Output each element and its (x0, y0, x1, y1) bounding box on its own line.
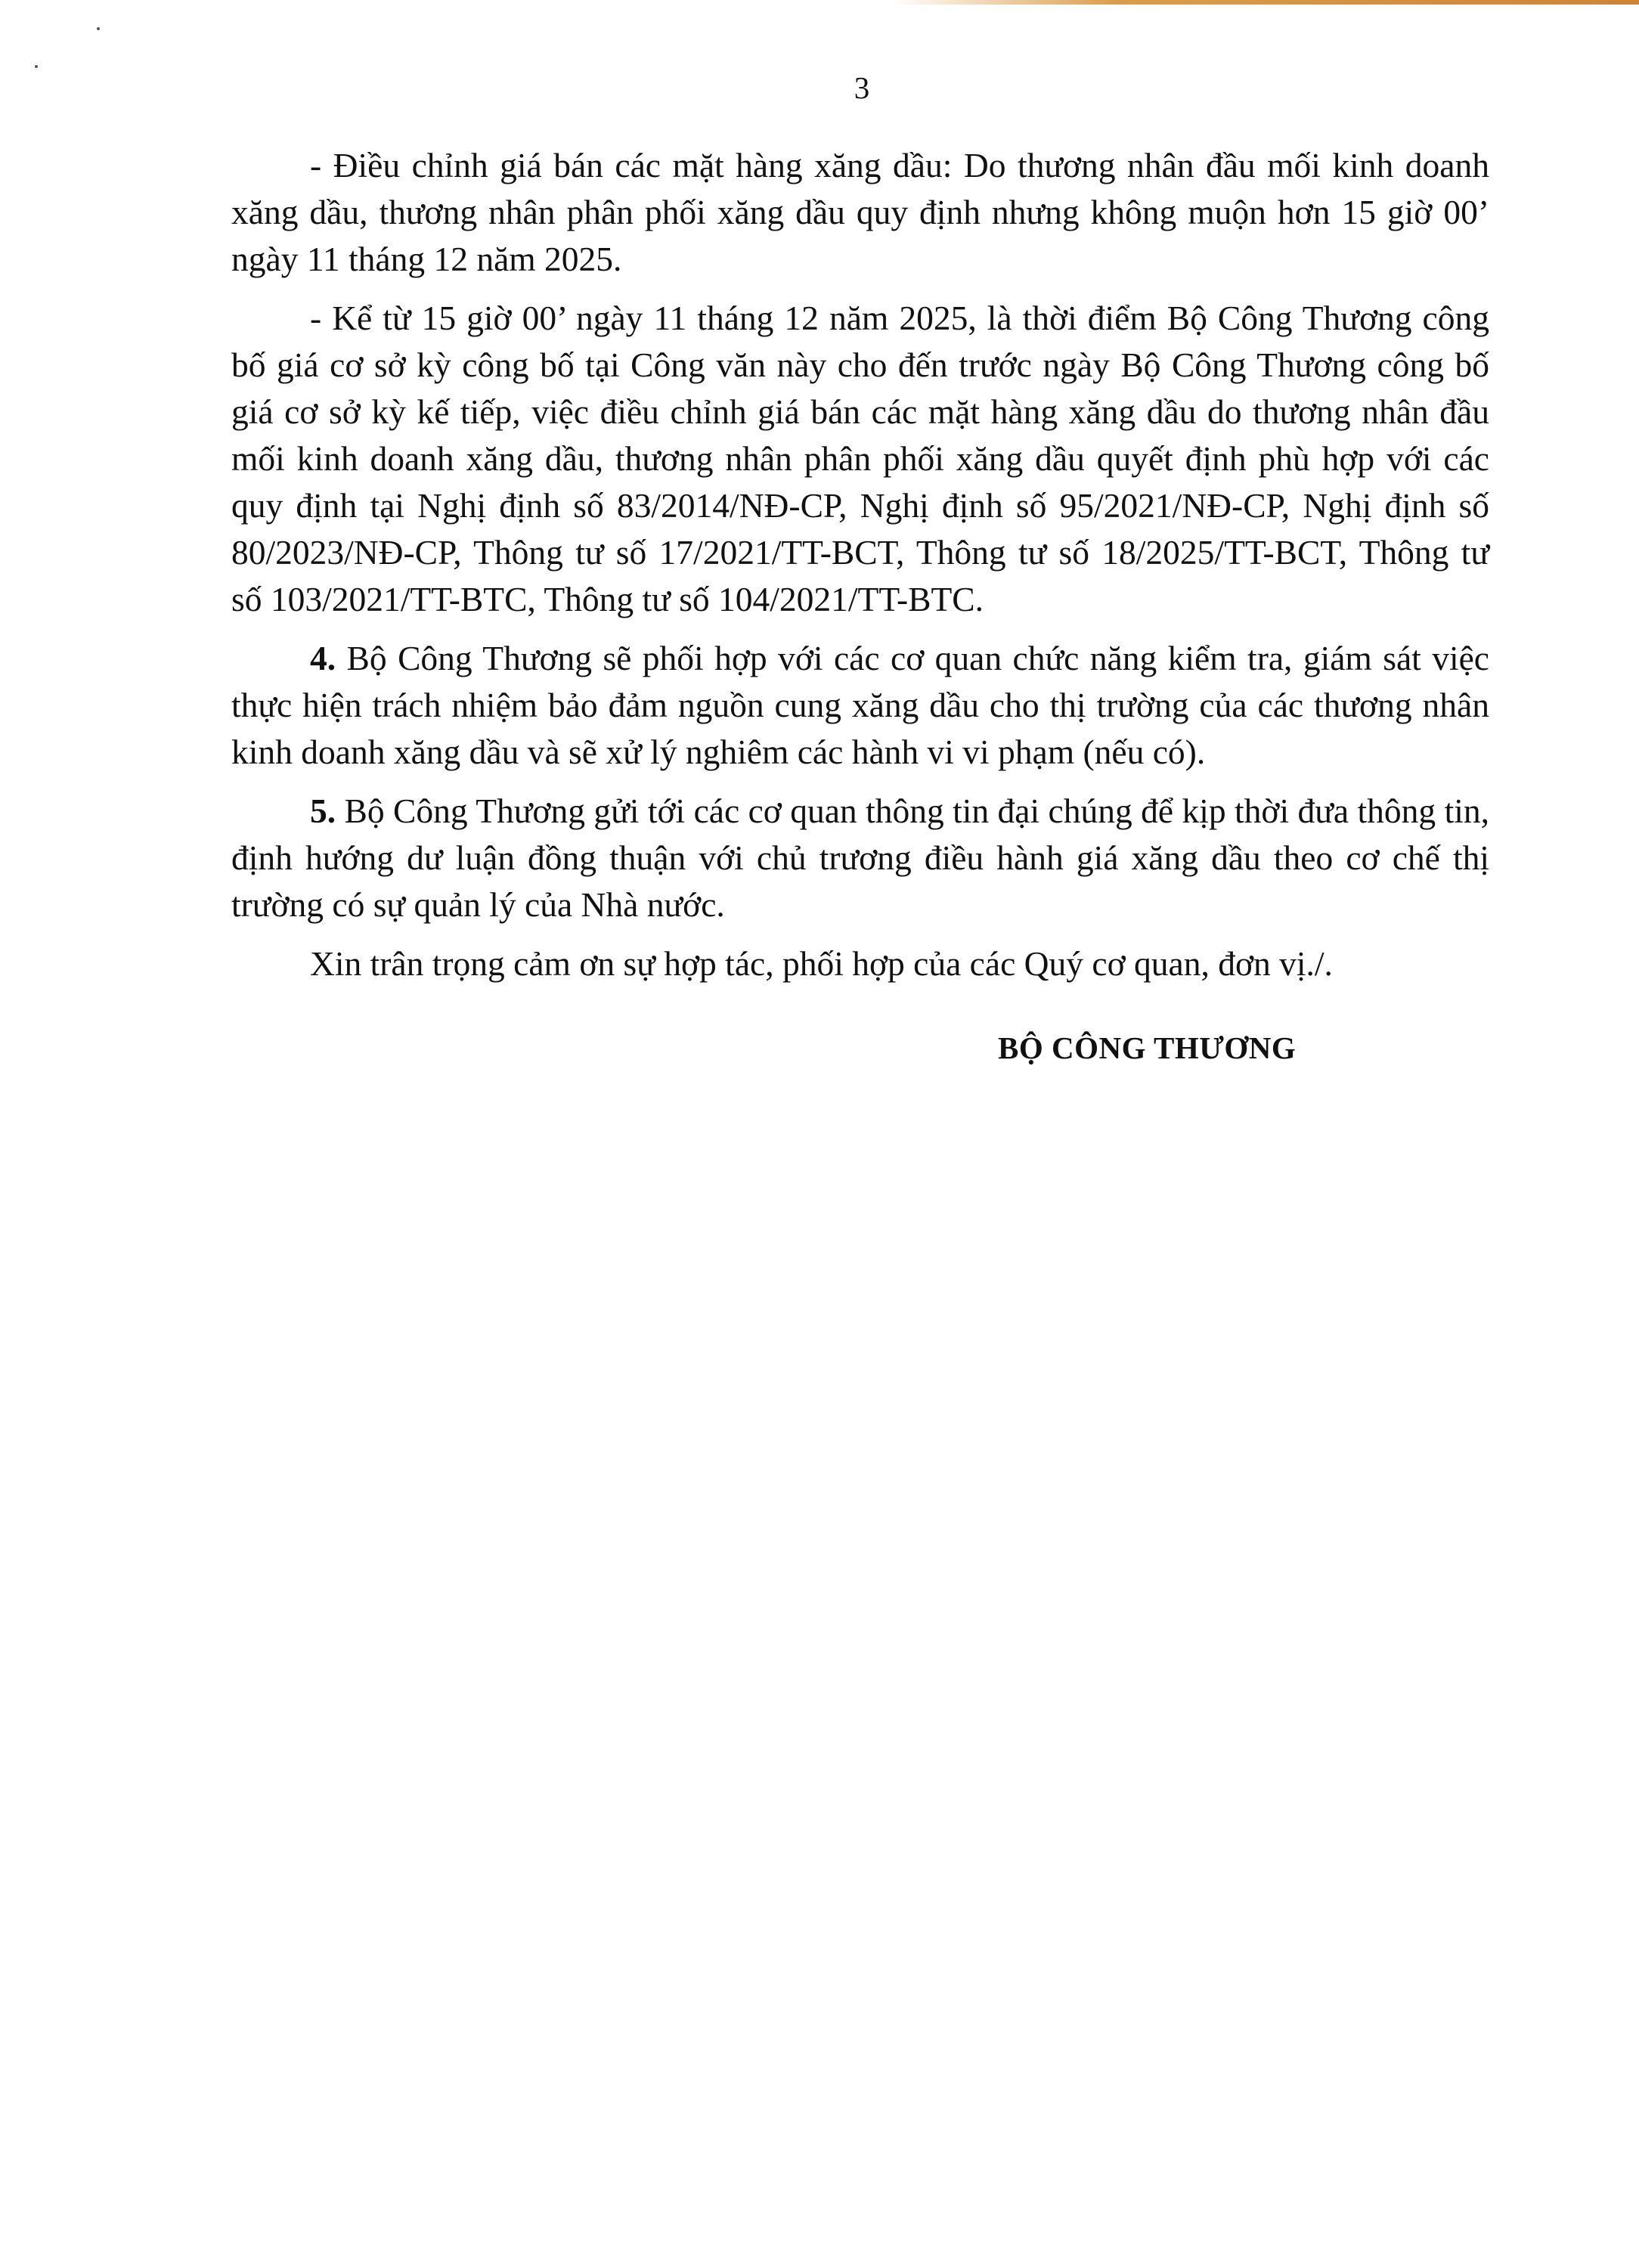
paragraph-price-period (231, 295, 1489, 623)
scan-speck (97, 27, 100, 30)
scan-speck (35, 65, 38, 68)
paragraph-text: Bộ Công Thương sẽ phối hợp với các cơ quan chức năng kiểm tra, giám sát việc thực hiện trách nhiệm bảo đảm nguồn cung xăng dầu cho thị trường của các thương nhân kinh doanh xăng dầu và sẽ xử lý nghiêm các hành vi vi phạm (nếu có). (231, 639, 1489, 771)
item-number: 5. (310, 792, 336, 830)
signature-block: BỘ CÔNG THƯƠNG (998, 1030, 1297, 1065)
paragraph-text: - Kể từ 15 giờ 00’ ngày 11 tháng 12 năm 2025, là thời điểm Bộ Công Thương công bố giá cơ sở kỳ công bố tại Công văn này cho đến trước ngày Bộ Công Thương công bố giá cơ sở kỳ kế tiếp, việc điều chỉnh giá bán các mặt hàng xăng dầu do thương nhân đầu mối kinh doanh xăng dầu, thương nhân phân phối xăng dầu quyết định phù hợp với các quy định tại Nghị định số 83/2014/NĐ-CP, Nghị định số 95/2021/NĐ-CP, Nghị định số 80/2023/NĐ-CP, Thông tư số 17/2021/TT-BCT, Thông tư số 18/2025/TT-BCT, Thông tư số 103/2021/TT-BTC, Thông tư số 104/2021/TT-BTC. (231, 299, 1489, 618)
paragraph-price-adjustment (231, 142, 1489, 283)
paragraph-text: Xin trân trọng cảm ơn sự hợp tác, phối hợp của các Quý cơ quan, đơn vị./. (310, 944, 1333, 983)
paragraph-closing (231, 940, 1489, 987)
item-number: 4. (310, 639, 336, 677)
document-body (231, 142, 1489, 999)
scan-edge-strip (892, 0, 1639, 5)
paragraph-text: Bộ Công Thương gửi tới các cơ quan thông tin đại chúng để kịp thời đưa thông tin, định hướng dư luận đồng thuận với chủ trương điều hành giá xăng dầu theo cơ chế thị trường có sự quản lý của Nhà nước. (231, 792, 1489, 924)
paragraph-item-5 (231, 788, 1489, 928)
paragraph-item-4 (231, 635, 1489, 776)
paragraph-text: - Điều chỉnh giá bán các mặt hàng xăng dầu: Do thương nhân đầu mối kinh doanh xăng dầu, thương nhân phân phối xăng dầu quy định nhưng không muộn hơn 15 giờ 00’ ngày 11 tháng 12 năm 2025. (231, 146, 1489, 278)
page-number: 3 (854, 70, 870, 105)
